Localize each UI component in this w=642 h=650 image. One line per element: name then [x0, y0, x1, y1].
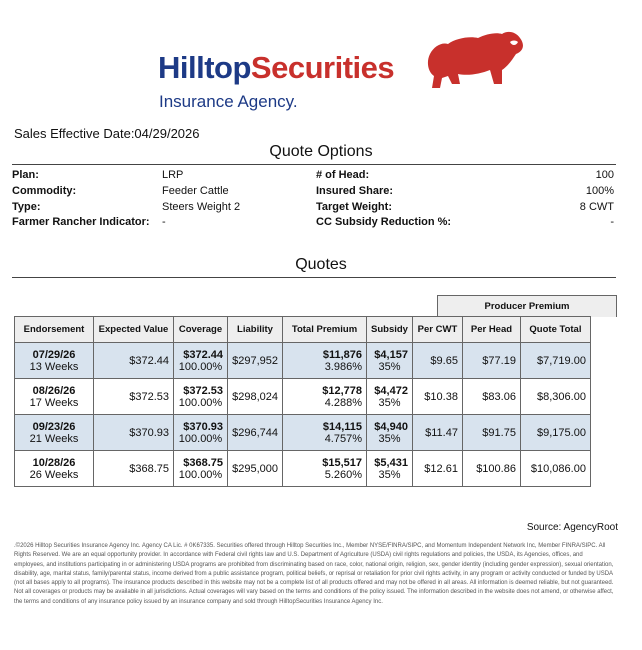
farmer-rancher-value: -: [162, 216, 166, 228]
expected-value-cell: $370.93: [94, 415, 174, 451]
cc-subsidy-label: CC Subsidy Reduction %:: [316, 216, 452, 228]
col-total-premium: Total Premium: [283, 317, 367, 343]
target-weight-value: 8 CWT: [579, 201, 614, 213]
endorsement-date: 09/23/26: [32, 420, 76, 433]
endorsement-cell: [15, 343, 94, 379]
cc-subsidy-value: -: [610, 216, 614, 228]
coverage-value: $368.75: [183, 456, 223, 469]
liability-cell: $298,024: [228, 379, 283, 415]
quote-total-cell: $7,719.00: [520, 343, 590, 379]
logo-brand-first: Hilltop: [158, 50, 251, 85]
endorsement-weeks: 21 Weeks: [29, 432, 79, 445]
subsidy-cell: [367, 379, 413, 415]
col-quote-total: Quote Total: [520, 317, 590, 343]
company-logo: [150, 28, 530, 116]
bison-icon: [412, 28, 530, 90]
producer-premium-header: Producer Premium: [437, 295, 617, 317]
col-subsidy: Subsidy: [367, 317, 413, 343]
coverage-cell: [174, 415, 228, 451]
target-weight-label: Target Weight:: [316, 201, 392, 213]
expected-value-cell: $372.44: [94, 343, 174, 379]
premium-pct: 4.757%: [324, 432, 362, 445]
coverage-cell: [174, 379, 228, 415]
subsidy-value: $4,157: [374, 348, 408, 361]
coverage-pct: 100.00%: [178, 468, 223, 481]
quotes-table: [14, 316, 591, 487]
col-liability: Liability: [228, 317, 283, 343]
col-endorsement: Endorsement: [15, 317, 94, 343]
per-head-cell: $91.75: [462, 415, 520, 451]
subsidy-pct: 35%: [378, 396, 401, 409]
endorsement-cell: [15, 379, 94, 415]
premium-pct: 5.260%: [324, 468, 362, 481]
premium-pct: 4.288%: [324, 396, 362, 409]
coverage-cell: [174, 451, 228, 487]
total-premium-cell: [283, 379, 367, 415]
per-cwt-cell: $12.61: [412, 451, 462, 487]
subsidy-cell: [367, 343, 413, 379]
endorsement-date: 10/28/26: [32, 456, 76, 469]
table-row: [15, 379, 591, 415]
subsidy-pct: 35%: [378, 432, 401, 445]
legal-disclaimer: .©2026 Hilltop Securities Insurance Agency Inc. Agency CA Lic. # 0K67335. Securities offered through Hilltop Securities Inc., Member NYSE/FINRA/SIPC, and Momentum Independent Network Inc, Member FINRA/SIPC. All Rights Reserved. We are an equal opportunity provider. In accordance with Federal civil rights law and U.S. Department of Agriculture (USDA) civil rights regulations and policies, the USDA, its Agencies, offices, and employees, and institutions participating in or administering USDA programs are prohibited from discriminating based on race, color, national origin, religion, sex, gender identity (including gender expression), sexual orientation, disability, age, marital status, family/parental status, income derived from a public assistance program, political beliefs, or reprisal or retaliation for prior civil rights activity, in any program or activity conducted or funded by USDA (not all bases apply to all programs). The insurance products described in this website may not be a complete list of all products offered and may not be offered in all areas. All information is deemed reliable, but not guaranteed. Not all coverages or products may be available in all jurisdictions. Actual coverages will vary based on the terms and conditions of the policy issued. The information described in the website does not amend, or otherwise affect, the terms and conditions of any insurance policy issued by an insurance company and sold through HilltopSecurities Insurance Agency Inc.: [14, 543, 614, 605]
endorsement-weeks: 13 Weeks: [29, 360, 79, 373]
quotes-title: Quotes: [295, 256, 347, 273]
col-expected-value: Expected Value: [94, 317, 174, 343]
per-head-cell: $100.86: [462, 451, 520, 487]
quote-total-cell: $8,306.00: [520, 379, 590, 415]
per-cwt-cell: $10.38: [412, 379, 462, 415]
head-count-value: 100: [595, 169, 614, 181]
quote-total-cell: $10,086.00: [520, 451, 590, 487]
divider: [12, 277, 616, 278]
insured-share-value: 100%: [585, 185, 614, 197]
col-per-head: Per Head: [462, 317, 520, 343]
farmer-rancher-label: Farmer Rancher Indicator:: [12, 216, 150, 228]
subsidy-pct: 35%: [378, 360, 401, 373]
total-premium-value: $14,115: [322, 420, 362, 433]
divider: [12, 164, 616, 165]
coverage-pct: 100.00%: [178, 360, 223, 373]
table-row: [15, 451, 591, 487]
commodity-label: Commodity:: [12, 185, 77, 197]
endorsement-weeks: 26 Weeks: [29, 468, 79, 481]
endorsement-cell: [15, 451, 94, 487]
col-per-cwt: Per CWT: [412, 317, 462, 343]
subsidy-value: $5,431: [374, 456, 408, 469]
total-premium-value: $11,876: [322, 348, 362, 361]
subsidy-cell: [367, 415, 413, 451]
subsidy-value: $4,472: [374, 384, 408, 397]
expected-value-cell: $372.53: [94, 379, 174, 415]
endorsement-weeks: 17 Weeks: [29, 396, 79, 409]
sales-effective-date: Sales Effective Date:04/29/2026: [14, 126, 200, 141]
head-count-label: # of Head:: [316, 169, 370, 181]
total-premium-value: $15,517: [322, 456, 362, 469]
table-header-row: [15, 317, 591, 343]
per-head-cell: $83.06: [462, 379, 520, 415]
col-coverage: Coverage: [174, 317, 228, 343]
subsidy-cell: [367, 451, 413, 487]
endorsement-cell: [15, 415, 94, 451]
source-credit: Source: AgencyRoot: [526, 522, 618, 533]
quote-total-cell: $9,175.00: [520, 415, 590, 451]
total-premium-cell: [283, 451, 367, 487]
type-label: Type:: [12, 201, 41, 213]
table-row: [15, 415, 591, 451]
per-cwt-cell: $9.65: [412, 343, 462, 379]
insured-share-label: Insured Share:: [316, 185, 394, 197]
table-row: [15, 343, 591, 379]
expected-value-cell: $368.75: [94, 451, 174, 487]
total-premium-cell: [283, 343, 367, 379]
commodity-value: Feeder Cattle: [162, 185, 229, 197]
quote-options-title: Quote Options: [269, 143, 373, 160]
coverage-value: $372.53: [183, 384, 223, 397]
coverage-cell: [174, 343, 228, 379]
plan-value: LRP: [162, 169, 184, 181]
type-value: Steers Weight 2: [162, 201, 241, 213]
per-head-cell: $77.19: [462, 343, 520, 379]
liability-cell: $297,952: [228, 343, 283, 379]
logo-subtitle: Insurance Agency.: [159, 92, 298, 111]
endorsement-date: 07/29/26: [32, 348, 76, 361]
logo-brand-second: Securities: [250, 50, 395, 85]
total-premium-value: $12,778: [322, 384, 362, 397]
coverage-pct: 100.00%: [178, 432, 223, 445]
endorsement-date: 08/26/26: [32, 384, 76, 397]
premium-pct: 3.986%: [324, 360, 362, 373]
liability-cell: $295,000: [228, 451, 283, 487]
coverage-value: $370.93: [183, 420, 223, 433]
subsidy-value: $4,940: [374, 420, 408, 433]
liability-cell: $296,744: [228, 415, 283, 451]
subsidy-pct: 35%: [378, 468, 401, 481]
total-premium-cell: [283, 415, 367, 451]
coverage-value: $372.44: [183, 348, 223, 361]
coverage-pct: 100.00%: [178, 396, 223, 409]
per-cwt-cell: $11.47: [412, 415, 462, 451]
plan-label: Plan:: [12, 169, 39, 181]
